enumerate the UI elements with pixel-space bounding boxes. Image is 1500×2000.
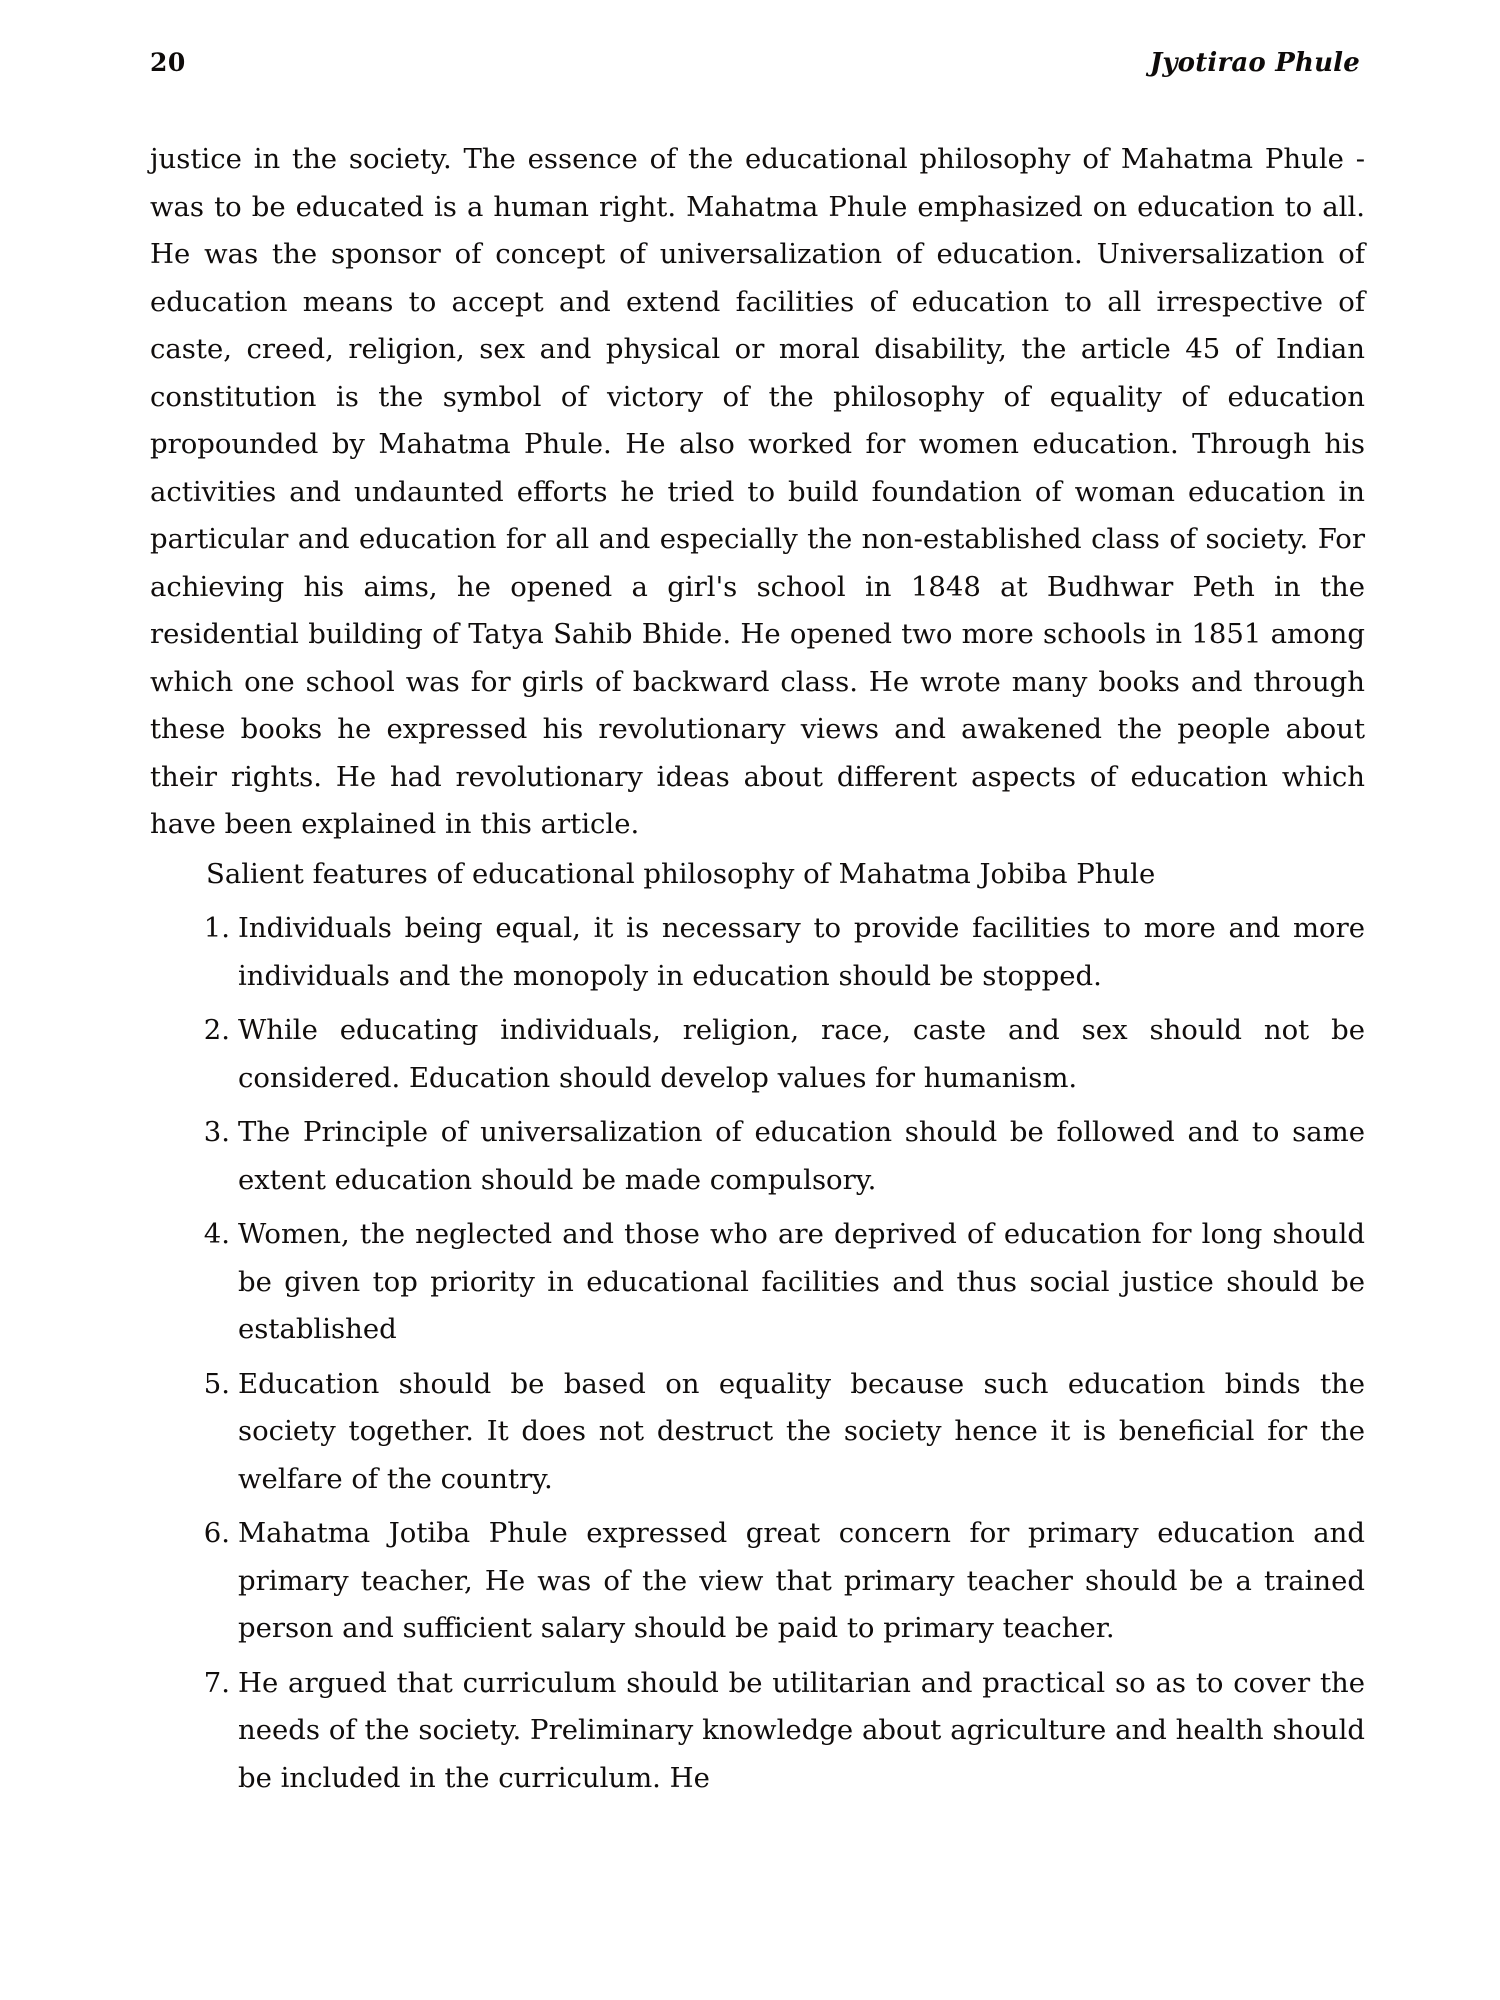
- list-item-text: Women, the neglected and those who are deprived of education for long should be given top priority in educational facilities and thus social justice should be established: [238, 1218, 1365, 1345]
- salient-features-list: [150, 905, 1365, 1802]
- body-paragraph-1: justice in the society. The essence of the educational philosophy of Mahatma Phule -was to be educated is a human right. Mahatma Phule emphasized on education to all. He was the sponsor of concept of universalization of education. Universalization of education means to accept and extend facilities of education to all irrespective of caste, creed, religion, sex and physical or moral disability, the article 45 of Indian constitution is the symbol of victory of the philosophy of equality of education propounded by Mahatma Phule. He also worked for women education. Through his activities and undaunted efforts he tried to build foundation of woman education in particular and education for all and especially the non-established class of society. For achieving his aims, he opened a girl's school in 1848 at Budhwar Peth in the residential building of Tatya Sahib Bhide. He opened two more schools in 1851 among which one school was for girls of backward class. He wrote many books and through these books he expressed his revolutionary views and awakened the people about their rights. He had revolutionary ideas about different aspects of education which have been explained in this article.: [150, 143, 1365, 840]
- list-item-text: Individuals being equal, it is necessary to provide facilities to more and more individuals and the monopoly in education should be stopped.: [238, 912, 1365, 992]
- list-item-marker: 4.: [203, 1218, 230, 1250]
- list-item: [150, 1007, 1365, 1102]
- list-item: [150, 1109, 1365, 1204]
- list-item-text: Mahatma Jotiba Phule expressed great concern for primary education and primary teacher, He was of the view that primary teacher should be a trained person and sufficient salary should be paid to primary teacher.: [238, 1517, 1365, 1644]
- list-item-marker: 1.: [203, 912, 230, 944]
- list-item: [150, 1510, 1365, 1653]
- list-item: [150, 1660, 1365, 1803]
- page-body: [150, 136, 1365, 1802]
- page-number: 20: [150, 48, 186, 77]
- list-item: [150, 905, 1365, 1000]
- list-item-marker: 5.: [203, 1367, 230, 1400]
- page-header: [150, 48, 1360, 78]
- list-item-text: Education should be based on equality because such education binds the society together. It does not destruct the society hence it is beneficial for the welfare of the country.: [238, 1367, 1365, 1495]
- list-item: [150, 1361, 1365, 1504]
- running-head: Jyotirao Phule: [1149, 48, 1360, 78]
- list-item-text: While educating individuals, religion, race, caste and sex should not be considered. Education should develop values for humanism.: [238, 1014, 1365, 1094]
- list-item-text: He argued that curriculum should be utilitarian and practical so as to cover the needs of the society. Preliminary knowledge about agriculture and health should be included in the curriculum. He: [238, 1666, 1365, 1794]
- list-item-marker: 7.: [203, 1666, 230, 1699]
- list-item-text: The Principle of universalization of education should be followed and to same extent education should be made compulsory.: [238, 1116, 1365, 1196]
- body-paragraph-2: Salient features of educational philosophy of Mahatma Jobiba Phule: [206, 857, 1156, 890]
- list-item-marker: 3.: [203, 1116, 230, 1148]
- list-item: [150, 1211, 1365, 1354]
- list-item-marker: 6.: [203, 1517, 230, 1549]
- list-item-marker: 2.: [203, 1014, 230, 1046]
